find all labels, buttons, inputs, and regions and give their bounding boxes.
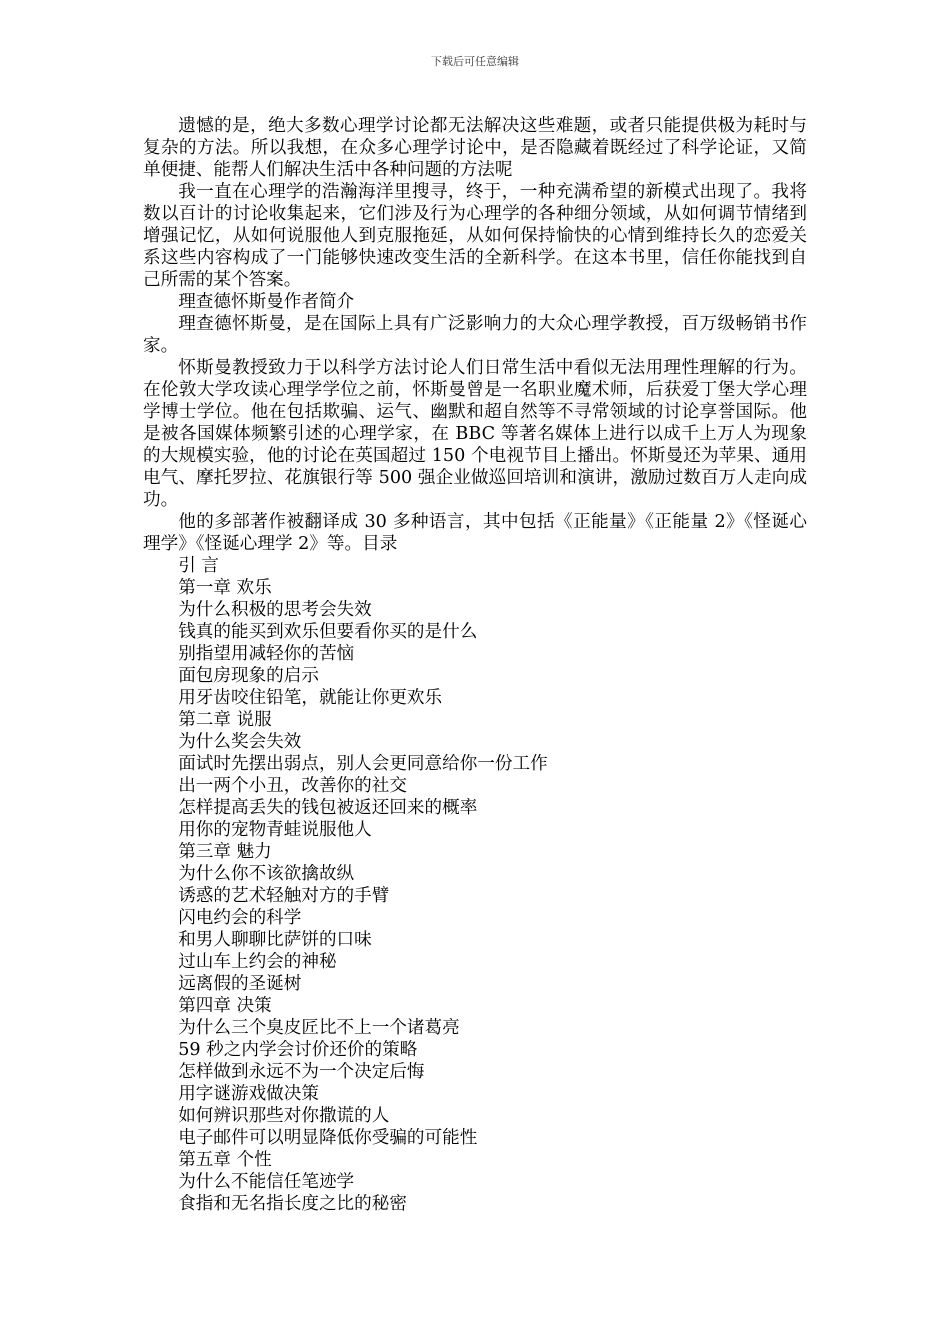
toc-item: 引 言 <box>178 556 219 576</box>
toc-item: 为什么奖会失效 <box>178 732 302 752</box>
toc-item: 如何辨识那些对你撒谎的人 <box>178 1106 390 1126</box>
paragraph-author-summary: 理查德怀斯曼，是在国际上具有广泛影响力的大众心理学教授，百万级畅销书作家。 <box>143 314 807 356</box>
toc-item: 怎样做到永远不为一个决定后悔 <box>178 1062 425 1082</box>
toc-chapter: 第一章 欢乐 <box>178 578 272 598</box>
toc-item: 用字谜游戏做决策 <box>178 1084 319 1104</box>
author-heading: 理查德怀斯曼作者简介 <box>178 292 355 312</box>
toc-item: 和男人聊聊比萨饼的口味 <box>178 930 372 950</box>
toc-item: 过山车上约会的神秘 <box>178 952 337 972</box>
toc-item: 为什么不能信任笔迹学 <box>178 1172 355 1192</box>
document-body <box>143 115 807 1215</box>
toc-item: 出一两个小丑，改善你的社交 <box>178 776 407 796</box>
toc-item: 面试时先摆出弱点，别人会更同意给你一份工作 <box>178 754 548 774</box>
paragraph-works: 他的多部著作被翻译成 30 多种语言，其中包括《正能量》《正能量 2》《怪诞心理学》《怪诞心理学 2》等。目录 <box>143 512 807 554</box>
toc-chapter: 第四章 决策 <box>178 996 272 1016</box>
toc-item: 面包房现象的启示 <box>178 666 319 686</box>
toc-item: 钱真的能买到欢乐但要看你买的是什么 <box>178 622 478 642</box>
toc-chapter: 第二章 说服 <box>178 710 272 730</box>
toc-item: 远离假的圣诞树 <box>178 974 302 994</box>
toc-item: 闪电约会的科学 <box>178 908 302 928</box>
toc-item: 59 秒之内学会讨价还价的策略 <box>178 1040 418 1060</box>
paragraph-author-bio: 怀斯曼教授致力于以科学方法讨论人们日常生活中看似无法用理性理解的行为。在伦敦大学攻读心理学学位之前，怀斯曼曾是一名职业魔术师，后获爱丁堡大学心理学博士学位。他在包括欺骗、运气、幽默和超自然等不寻常领域的讨论享誉国际。他是被各国媒体频繁引述的心理学家，在 BBC 等著名媒体上进行以成千上万人为现象的大规模实验，他的讨论在英国超过 150 个电视节目上播出。怀斯曼还为苹果、通用电气、摩托罗拉、花旗银行等 500 强企业做巡回培训和演讲，激励过数百万人走向成功。 <box>143 358 807 510</box>
paragraph-intro: 遗憾的是，绝大多数心理学讨论都无法解决这些难题，或者只能提供极为耗时与复杂的方法。所以我想，在众多心理学讨论中，是否隐藏着既经过了科学论证，又简单便捷、能帮人们解决生活中各种问题的方法呢 <box>143 116 807 180</box>
toc-item: 怎样提高丢失的钱包被返还回来的概率 <box>178 798 478 818</box>
toc-item: 别指望用减轻你的苦恼 <box>178 644 355 664</box>
toc-item: 为什么三个臭皮匠比不上一个诸葛亮 <box>178 1018 460 1038</box>
table-of-contents <box>143 555 807 1215</box>
toc-item: 电子邮件可以明显降低你受骗的可能性 <box>178 1128 478 1148</box>
paragraph-search: 我一直在心理学的浩瀚海洋里搜寻，终于，一种充满希望的新模式出现了。我将数以百计的讨论收集起来，它们涉及行为心理学的各种细分领域，从如何调节情绪到增强记忆，从如何说服他人到克服拖延，从如何保持愉快的心情到维持长久的恋爱关系这些内容构成了一门能够快速改变生活的全新科学。在这本书里，信任你能找到自己所需的某个答案。 <box>143 182 807 290</box>
toc-chapter: 第五章 个性 <box>178 1150 272 1170</box>
toc-item: 为什么积极的思考会失效 <box>178 600 372 620</box>
toc-item: 用你的宠物青蛙说服他人 <box>178 820 372 840</box>
page-header: 下载后可任意编辑 <box>431 55 519 68</box>
toc-item: 食指和无名指长度之比的秘密 <box>178 1194 407 1214</box>
toc-item: 诱惑的艺术轻触对方的手臂 <box>178 886 390 906</box>
toc-item: 用牙齿咬住铅笔，就能让你更欢乐 <box>178 688 443 708</box>
toc-item: 为什么你不该欲擒故纵 <box>178 864 355 884</box>
toc-chapter: 第三章 魅力 <box>178 842 272 862</box>
